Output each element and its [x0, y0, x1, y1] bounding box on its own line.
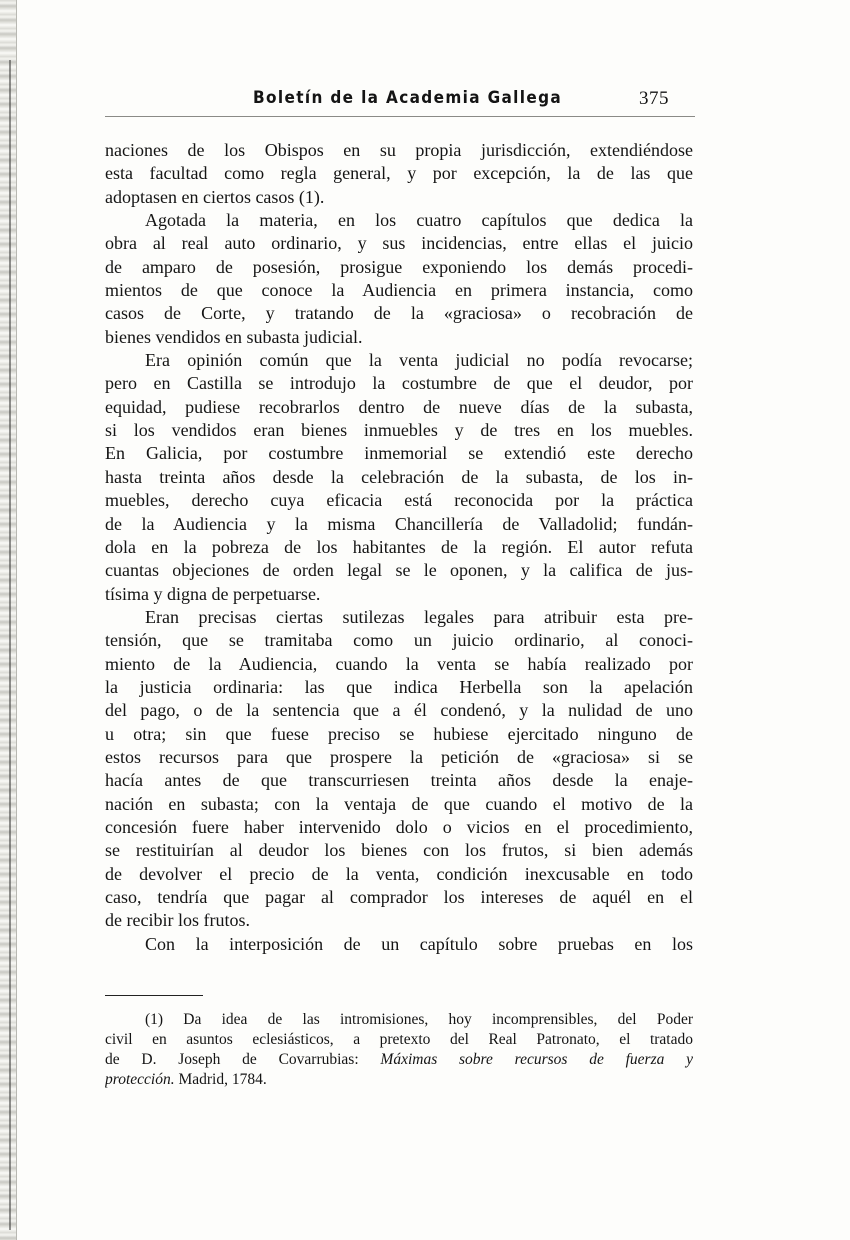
- footnote-rule: [105, 995, 203, 996]
- text-line: En Galicia, por costumbre inmemorial se extendió este derecho: [105, 443, 693, 464]
- text-line: nación en subasta; con la ventaja de que cuando el motivo de la: [105, 793, 693, 814]
- footnote-book-title: Máximas sobre recursos de fuerza y: [380, 1051, 693, 1068]
- text-line: mientos de que conoce la Audiencia en primera instancia, como: [105, 280, 693, 301]
- text-line: adoptasen en ciertos casos (1).: [105, 186, 325, 207]
- footnote: [105, 1010, 693, 1090]
- footnote-line: civil en asuntos eclesiásticos, a pretexto del Real Patronato, el tratado: [105, 1031, 693, 1048]
- text-line: miento de la Audiencia, cuando la venta se había realizado por: [105, 653, 693, 674]
- text-line: hacía antes de que transcurriesen treinta años desde la enaje-: [105, 770, 693, 791]
- text-line: concesión fuere haber intervenido dolo o vicios en el procedimiento,: [105, 816, 693, 837]
- text-line: hasta treinta años desde la celebración de la subasta, de los in-: [105, 466, 693, 487]
- text-line: muebles, derecho cuya eficacia está reconocida por la práctica: [105, 490, 693, 511]
- text-line: Eran precisas ciertas sutilezas legales para atribuir esta pre-: [145, 606, 693, 627]
- body-text: [105, 139, 693, 956]
- text-line: de recibir los frutos.: [105, 910, 250, 931]
- footnote-text: de D. Joseph de Covarrubias:: [105, 1051, 381, 1068]
- text-line: de devolver el precio de la venta, condición inexcusable en todo: [105, 863, 693, 884]
- text-line: caso, tendría que pagar al comprador los intereses de aquél en el: [105, 887, 693, 907]
- text-line: naciones de los Obispos en su propia jurisdicción, extendiéndose: [105, 140, 693, 160]
- page-number: 375: [639, 88, 669, 109]
- text-line: estos recursos para que prospere la petición de «graciosa» si se: [105, 746, 693, 767]
- text-line: si los vendidos eran bienes inmuebles y de tres en los muebles.: [105, 420, 693, 441]
- text-line: cuantas objeciones de orden legal se le oponen, y la califica de jus-: [105, 560, 693, 581]
- footnote-imprint: Madrid, 1784.: [174, 1071, 267, 1088]
- journal-title: Boletín de la Academia Gallega: [253, 88, 563, 108]
- text-line: bienes vendidos en subasta judicial.: [105, 326, 363, 347]
- text-line: la justicia ordinaria: las que indica Herbella son la apelación: [105, 676, 693, 697]
- text-line: dola en la pobreza de los habitantes de la región. El autor refuta: [105, 536, 693, 557]
- text-line: tensión, que se tramitaba como un juicio ordinario, al conoci-: [105, 630, 693, 651]
- footnote-line: (1) Da idea de las intromisiones, hoy incomprensibles, del Poder: [145, 1011, 693, 1028]
- footnote-line: [105, 1070, 693, 1090]
- text-line: del pago, o de la sentencia que a él condenó, y la nulidad de uno: [105, 700, 693, 721]
- text-line: se restituirían al deudor los bienes con los frutos, si bien además: [105, 840, 693, 861]
- text-line: u otra; sin que fuese preciso se hubiese ejercitado ninguno de: [105, 723, 693, 744]
- text-line: de la Audiencia y la misma Chancillería de Valladolid; fundán-: [105, 513, 693, 534]
- header-rule: [105, 116, 695, 117]
- footnote-line: [105, 1050, 693, 1070]
- text-line: Era opinión común que la venta judicial no podía revocarse;: [145, 350, 693, 371]
- running-head: [105, 84, 695, 118]
- text-line: tísima y digna de perpetuarse.: [105, 583, 321, 604]
- text-line: esta facultad como regla general, y por excepción, la de las que: [105, 163, 693, 184]
- text-line: Con la interposición de un capítulo sobre pruebas en los: [145, 933, 693, 954]
- text-line: casos de Corte, y tratando de la «graciosa» o recobración de: [105, 303, 693, 324]
- footnote-book-title-end: protección.: [105, 1071, 175, 1088]
- spine-binding-line: [9, 60, 11, 1230]
- text-line: de amparo de posesión, prosigue exponiendo los demás procedi-: [105, 256, 693, 277]
- text-line: equidad, pudiese recobrarlos dentro de nueve días de la subasta,: [105, 396, 693, 417]
- text-line: pero en Castilla se introdujo la costumbre de que el deudor, por: [105, 373, 693, 394]
- text-line: Agotada la materia, en los cuatro capítulos que dedica la: [145, 210, 693, 231]
- text-line: obra al real auto ordinario, y sus incidencias, entre ellas el juicio: [105, 233, 693, 254]
